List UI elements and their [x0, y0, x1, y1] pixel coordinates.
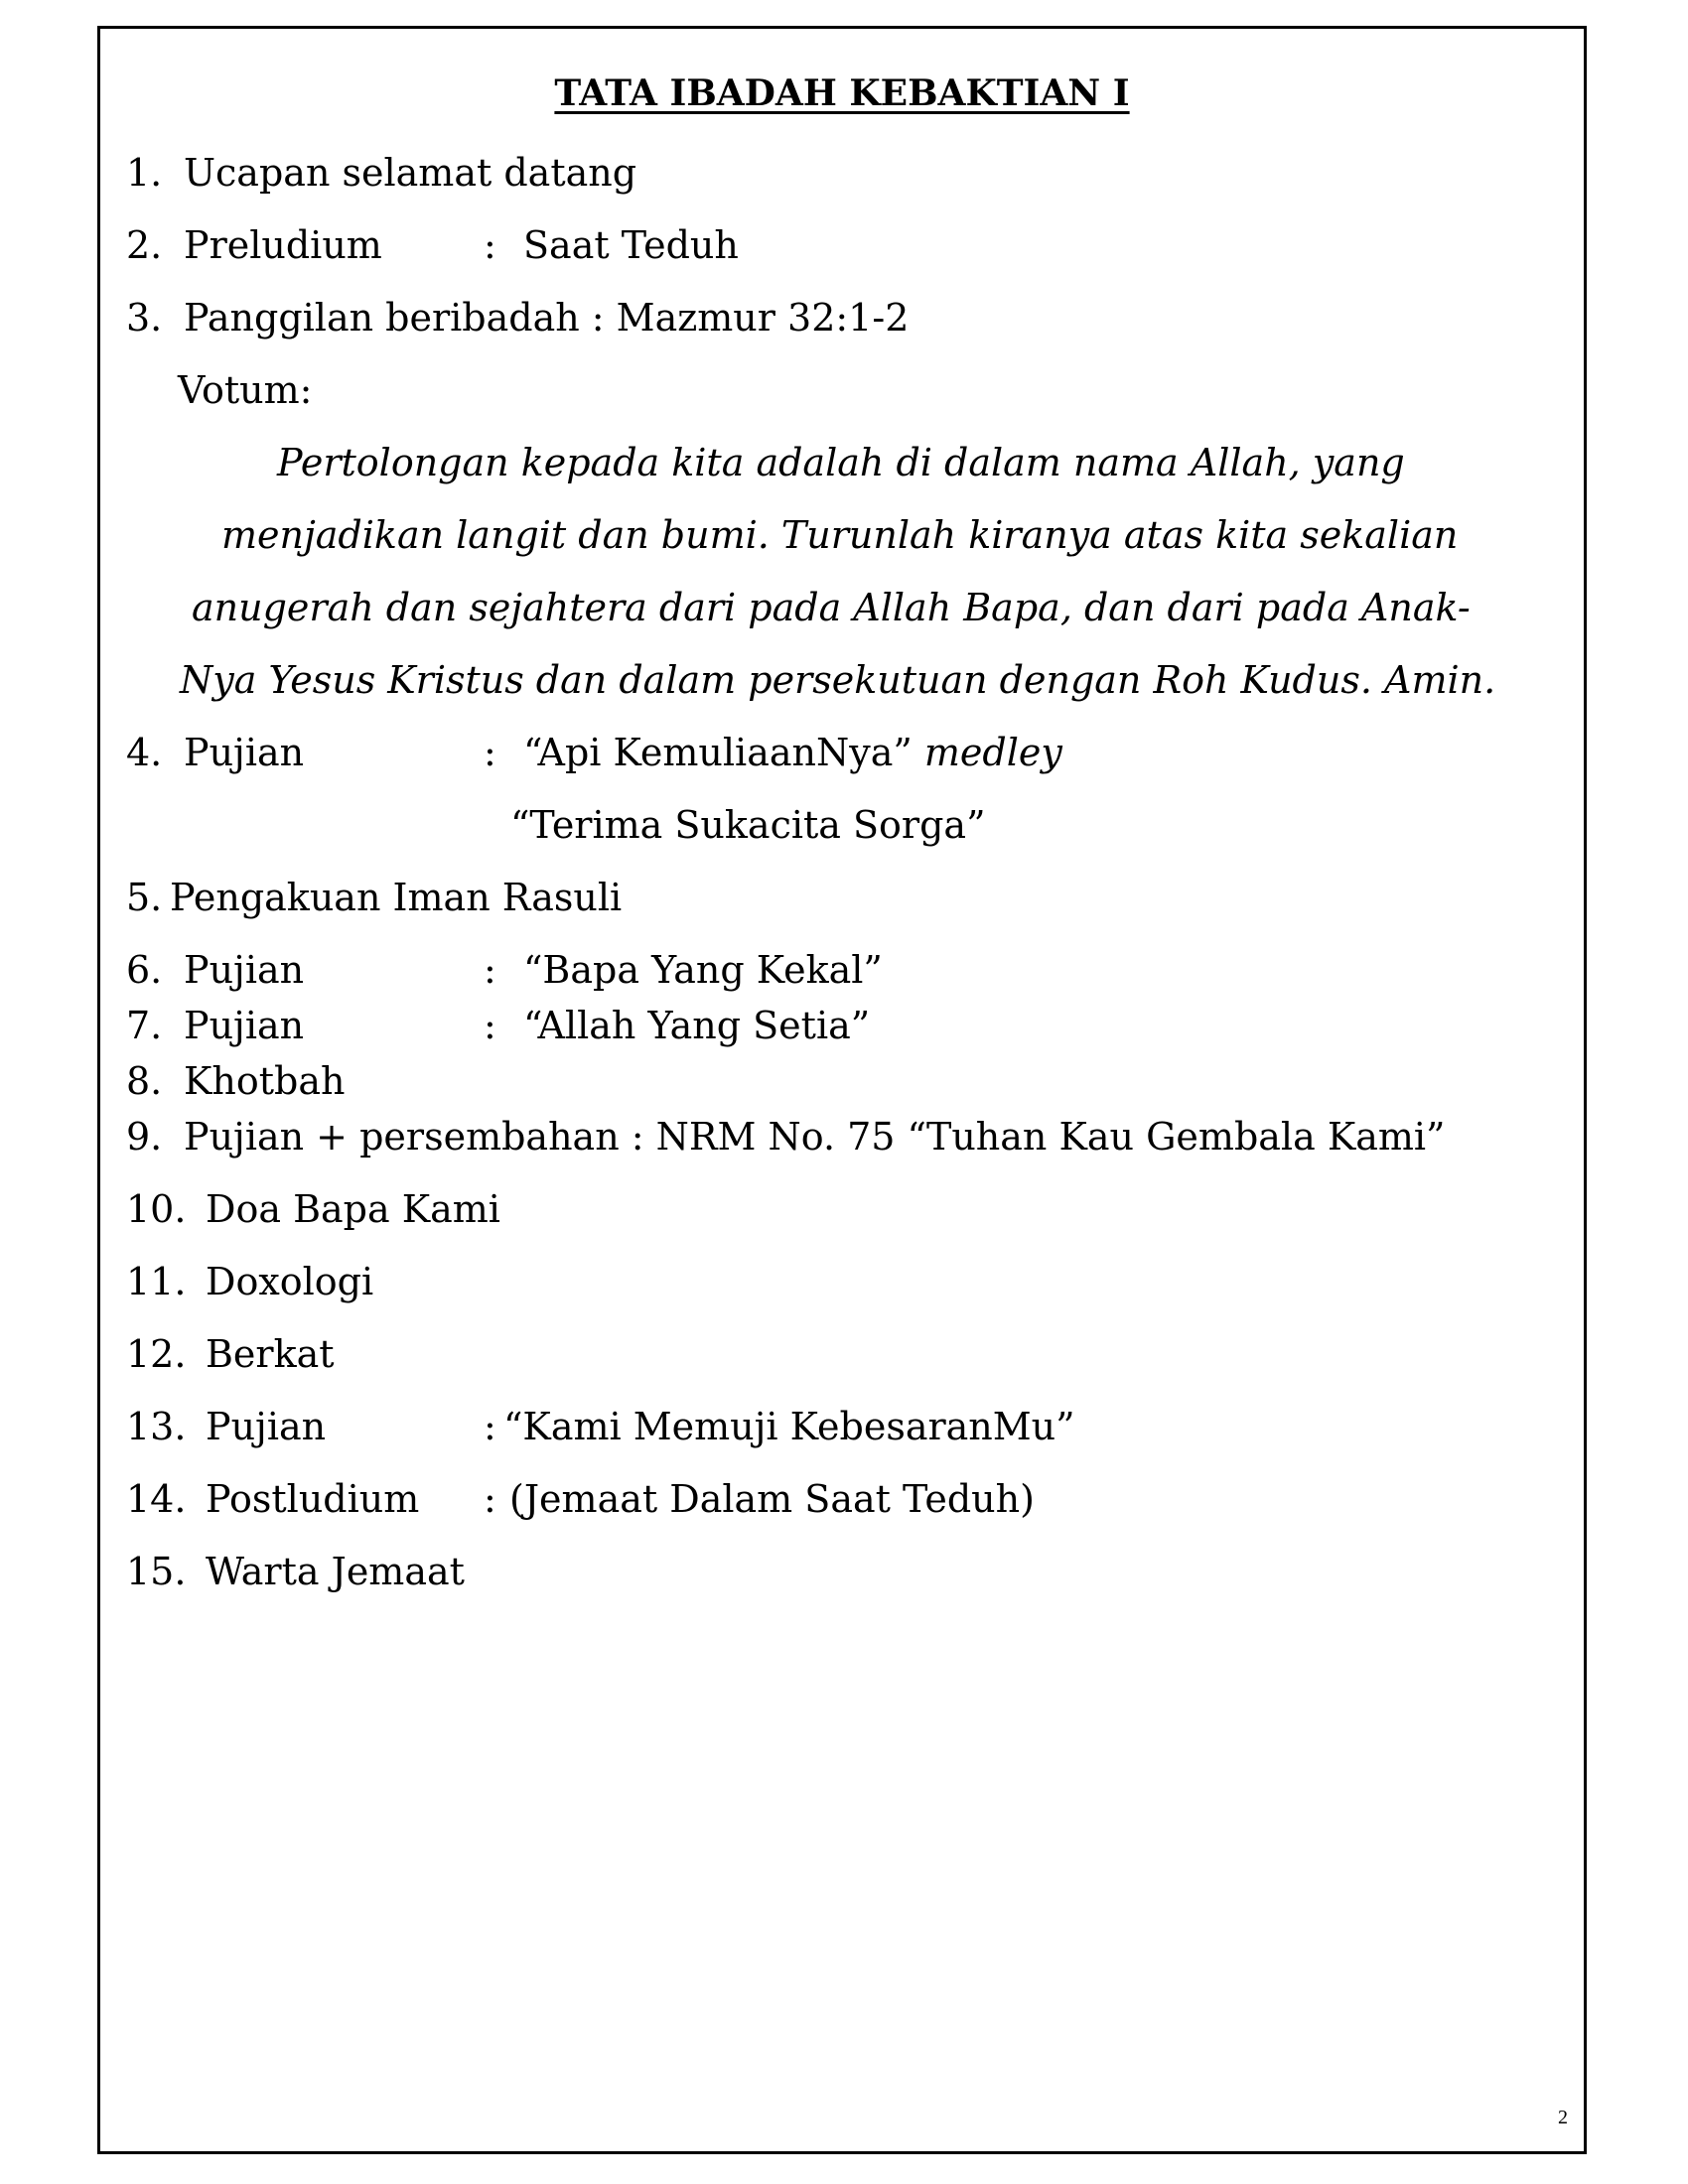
- item-value: “Bapa Yang Kekal”: [523, 948, 883, 992]
- votum-label: Votum:: [178, 368, 313, 412]
- item-value: Saat Teduh: [523, 223, 739, 267]
- item-number: 10.: [126, 1187, 187, 1231]
- votum-line: menjadikan langit dan bumi. Turunlah kiranya atas kita sekalian: [221, 513, 1459, 557]
- item-value: “Api KemuliaanNya”: [523, 731, 913, 774]
- item-label: Berkat: [206, 1332, 335, 1376]
- item-value: “Allah Yang Setia”: [523, 1004, 871, 1047]
- item-label: Khotbah: [184, 1059, 346, 1103]
- item-label: Panggilan beribadah : Mazmur 32:1-2: [184, 296, 910, 340]
- votum-line: Nya Yesus Kristus dan dalam persekutuan dengan Roh Kudus. Amin.: [180, 658, 1496, 702]
- item-label: Preludium: [184, 223, 382, 267]
- item-separator: :: [484, 731, 496, 774]
- item-number: 3.: [126, 296, 163, 340]
- item-number: 2.: [126, 223, 163, 267]
- item-number: 5.: [126, 876, 163, 919]
- item-separator: :: [484, 948, 496, 992]
- item-value: (Jemaat Dalam Saat Teduh): [509, 1477, 1035, 1521]
- votum-line: Pertolongan kepada kita adalah di dalam nama Allah, yang: [277, 441, 1405, 484]
- item-label: Pengakuan Iman Rasuli: [170, 876, 623, 919]
- item-value-line2: “Terima Sukacita Sorga”: [510, 803, 986, 847]
- item-label: Doa Bapa Kami: [206, 1187, 500, 1231]
- item-number: 7.: [126, 1004, 163, 1047]
- item-separator: :: [484, 1477, 496, 1521]
- item-number: 9.: [126, 1115, 163, 1159]
- item-separator: :: [484, 223, 496, 267]
- item-label: Doxologi: [206, 1260, 374, 1303]
- item-label: Ucapan selamat datang: [184, 151, 637, 195]
- item-separator: :: [484, 1004, 496, 1047]
- item-value-extra: medley: [923, 731, 1062, 774]
- item-number: 6.: [126, 948, 163, 992]
- item-separator: :: [484, 1405, 496, 1448]
- item-number: 8.: [126, 1059, 163, 1103]
- item-label: Postludium: [206, 1477, 420, 1521]
- page-title: TATA IBADAH KEBAKTIAN I: [554, 72, 1130, 114]
- item-number: 14.: [126, 1477, 187, 1521]
- item-number: 12.: [126, 1332, 187, 1376]
- votum-line: anugerah dan sejahtera dari pada Allah Bapa, dan dari pada Anak-: [192, 586, 1471, 629]
- item-label: Pujian + persembahan : NRM No. 75 “Tuhan Kau Gembala Kami”: [184, 1115, 1446, 1159]
- item-label: Pujian: [184, 1004, 305, 1047]
- item-label: Pujian: [206, 1405, 327, 1448]
- page-number: 2: [1558, 2107, 1568, 2128]
- item-number: 15.: [126, 1550, 187, 1593]
- item-label: Pujian: [184, 731, 305, 774]
- item-label: Pujian: [184, 948, 305, 992]
- item-value: “Kami Memuji KebesaranMu”: [503, 1405, 1075, 1448]
- page-frame: [97, 26, 1587, 2154]
- item-number: 13.: [126, 1405, 187, 1448]
- item-number: 11.: [126, 1260, 187, 1303]
- item-label: Warta Jemaat: [206, 1550, 465, 1593]
- item-number: 4.: [126, 731, 163, 774]
- item-number: 1.: [126, 151, 163, 195]
